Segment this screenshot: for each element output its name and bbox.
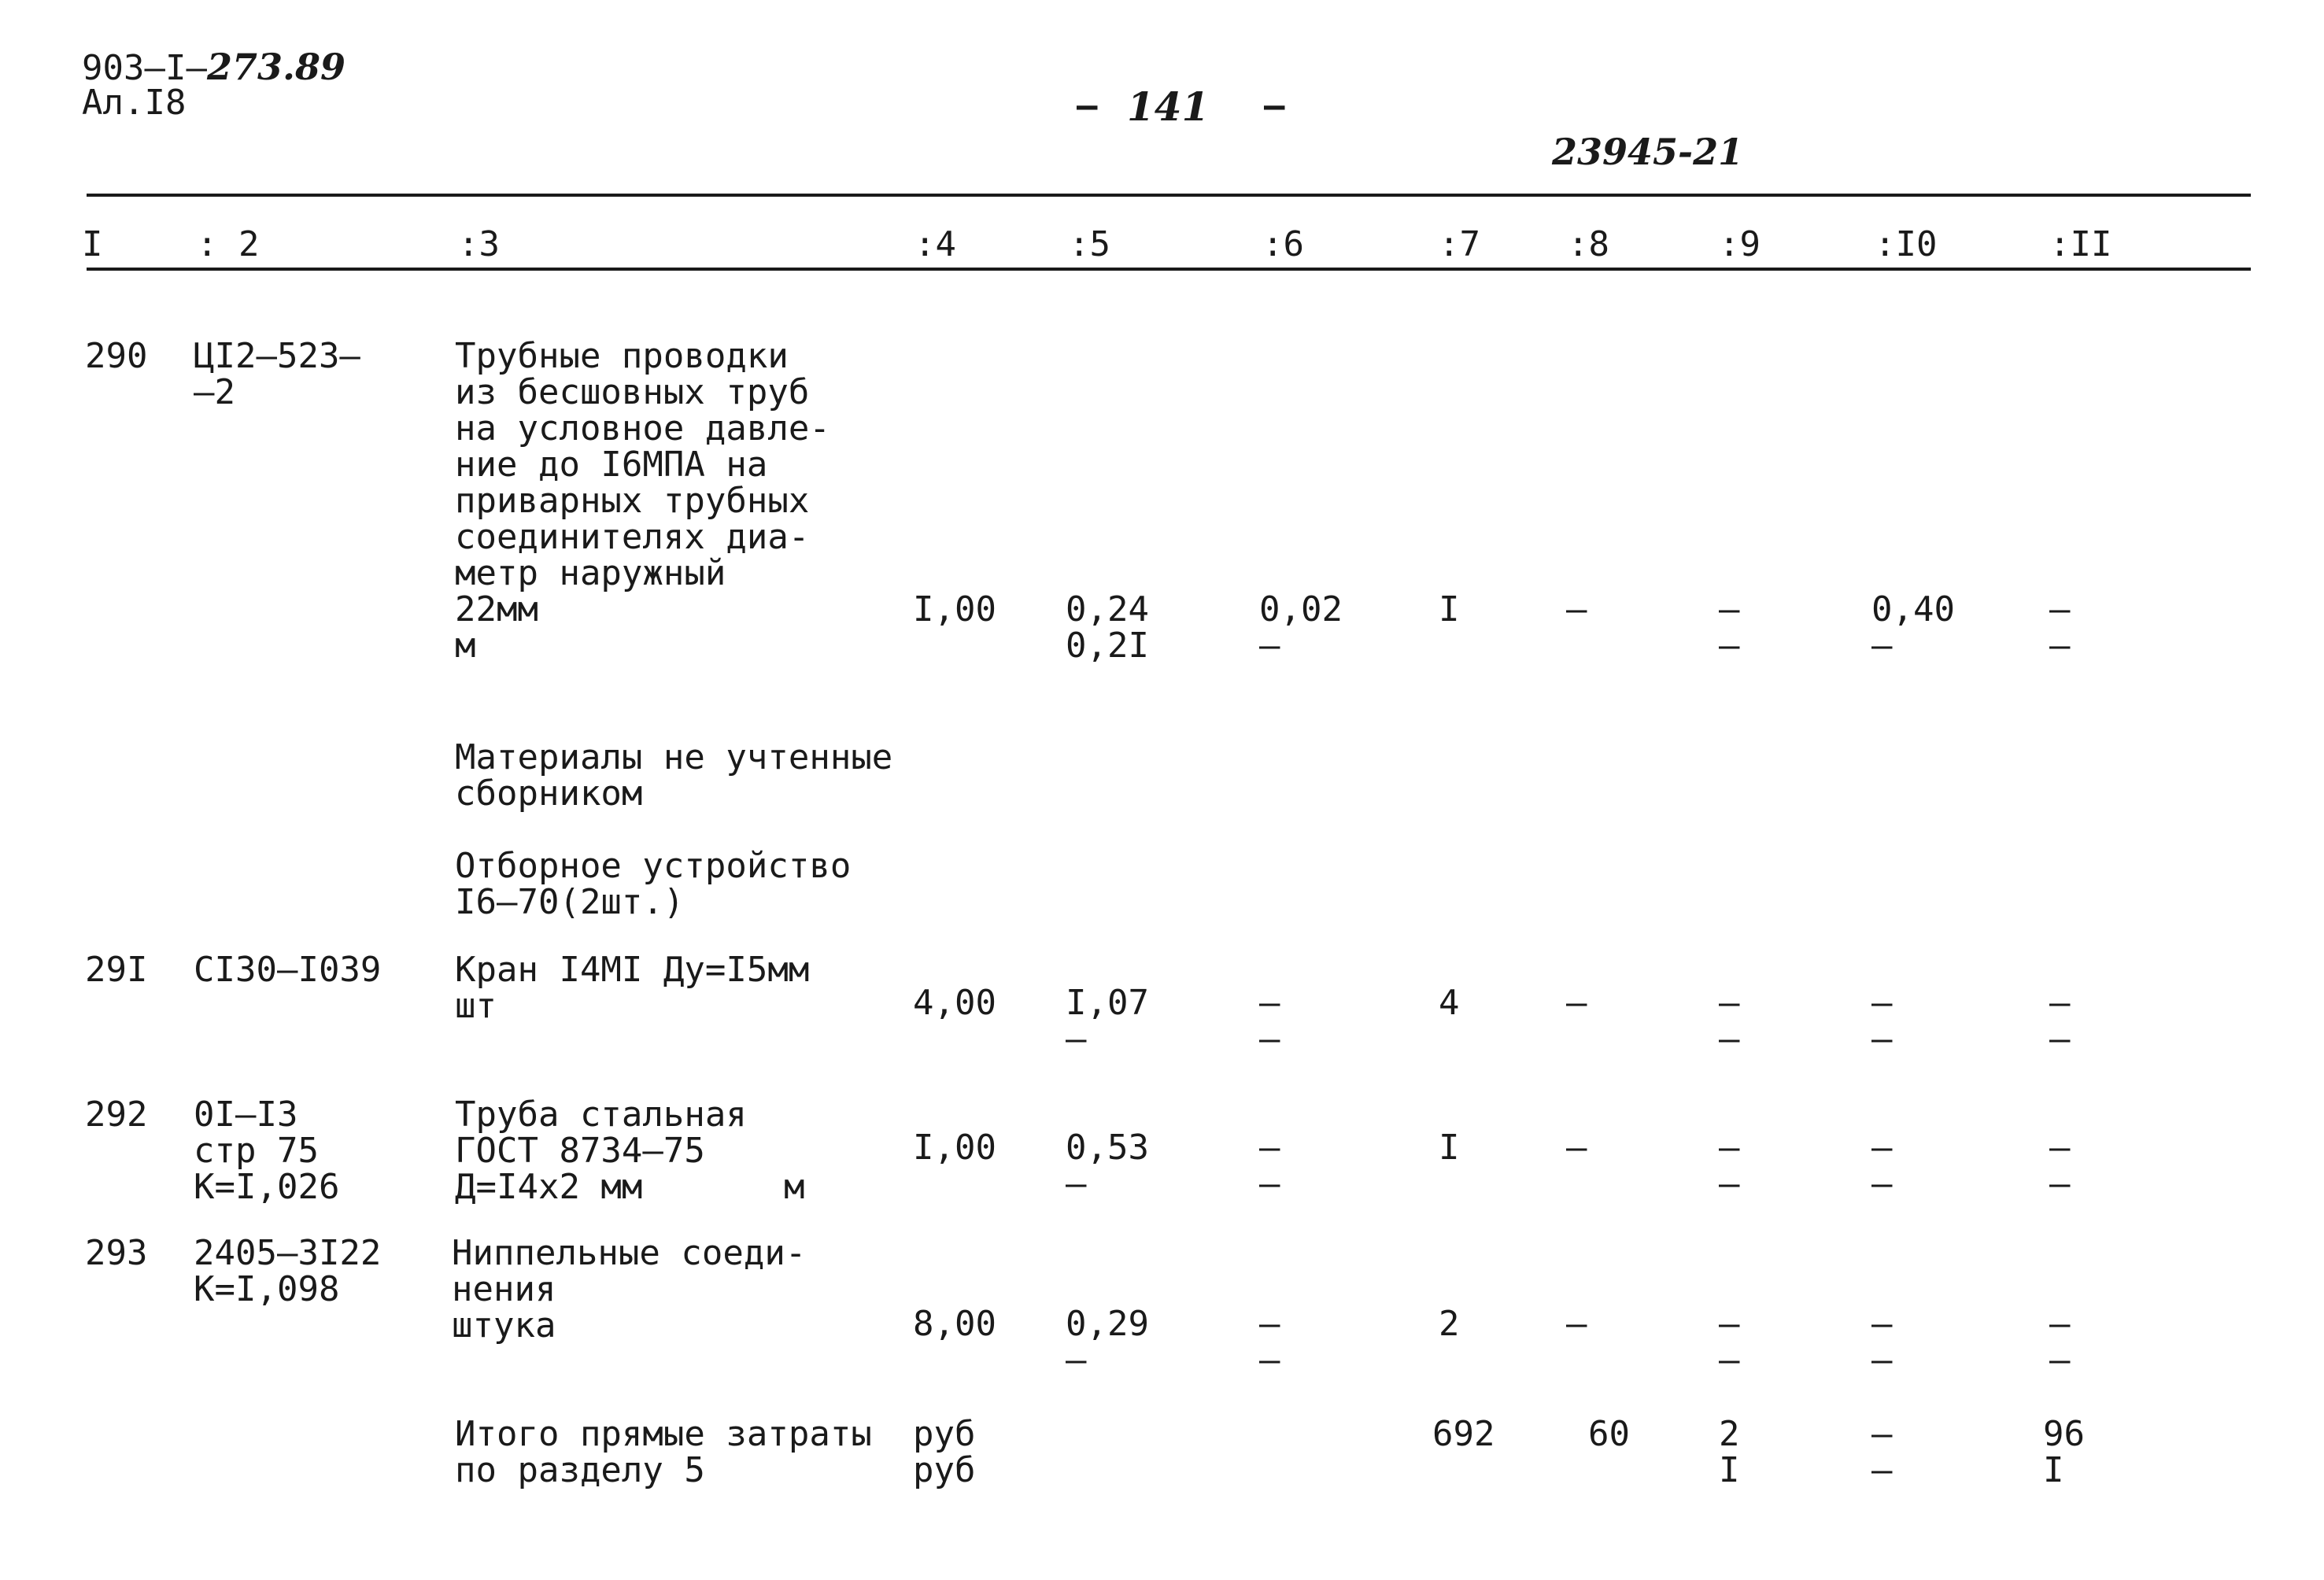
row-292-num: 292 — [85, 1095, 148, 1135]
materials-note: Материалы не учтенные сборником — [455, 737, 893, 814]
total-col8: 60 — [1588, 1414, 1630, 1454]
row-291-col4: 4,00 — [913, 983, 996, 1023]
col-header-2: : 2 — [197, 224, 260, 264]
row-292-code: 0I–I3 стр 75 К=I,026 — [194, 1095, 340, 1207]
row-293-col5: 0,29 – — [1066, 1304, 1149, 1380]
row-293-num: 293 — [85, 1233, 148, 1273]
row-290-col9: – – — [1719, 589, 1740, 666]
total-units: руб руб — [913, 1414, 976, 1490]
col-header-5: :5 — [1069, 224, 1110, 264]
row-293-col4: 8,00 — [913, 1304, 996, 1344]
total-col9: 2 I — [1719, 1414, 1740, 1490]
row-290-col7: I — [1439, 589, 1460, 629]
col-header-4: :4 — [914, 224, 956, 264]
row-291-desc: Кран I4МI Ду=I5мм шт — [455, 950, 810, 1026]
row-290-col5: 0,24 0,2I — [1066, 589, 1149, 666]
row-293-col7: 2 — [1439, 1304, 1460, 1344]
row-293-col6: – – — [1259, 1304, 1280, 1380]
row-292-col11: – – — [2049, 1128, 2071, 1204]
total-label: Итого прямые затраты по разделу 5 — [455, 1414, 872, 1490]
page-number: 141 — [1127, 83, 1210, 130]
row-292-unit: м — [784, 1167, 805, 1207]
col-header-9: :9 — [1719, 224, 1761, 264]
col-header-7: :7 — [1439, 224, 1480, 264]
row-291-code: CI30–I039 — [194, 950, 382, 990]
row-293-code: 2405–3I22 К=I,098 — [194, 1233, 382, 1309]
page-dash-right: – — [1264, 86, 1285, 126]
row-292-col10: – – — [1871, 1128, 1893, 1204]
row-293-desc: Ниппельные соеди- нения штука — [452, 1233, 807, 1346]
row-291-col8: – — [1566, 983, 1587, 1023]
total-col10: – – — [1871, 1414, 1893, 1490]
row-292-col8: – — [1566, 1128, 1587, 1168]
col-header-3: :3 — [458, 224, 500, 264]
row-291-col11: – – — [2049, 983, 2071, 1059]
row-292-col7: I — [1439, 1128, 1460, 1168]
row-290-col8: – — [1566, 589, 1587, 629]
document-code-handwritten: 273.89 — [206, 46, 346, 88]
total-col7: 692 — [1432, 1414, 1495, 1454]
row-291-col6: – – — [1259, 983, 1280, 1059]
row-292-col6: – – — [1259, 1128, 1280, 1204]
row-290-col10: 0,40 – — [1871, 589, 1955, 666]
row-290-col11: – – — [2049, 589, 2071, 666]
page-dash-left: – — [1077, 86, 1098, 126]
row-291-col5: I,07 – — [1066, 983, 1149, 1059]
table-top-rule — [87, 194, 2251, 197]
row-290-col6: 0,02 – — [1259, 589, 1343, 666]
row-292-col4: I,00 — [913, 1128, 996, 1168]
col-header-6: :6 — [1262, 224, 1304, 264]
sampling-device-note: Отборное устройство I6–70(2шт.) — [455, 846, 852, 922]
row-292-col5: 0,53 – — [1066, 1128, 1149, 1204]
col-header-10: :I0 — [1875, 224, 1938, 264]
col-header-11: :II — [2049, 224, 2112, 264]
document-code — [82, 46, 346, 88]
row-290-code: ЦI2–523– –2 — [194, 336, 360, 412]
sheet-label: Ал.I8 — [82, 83, 187, 123]
row-291-col9: – – — [1719, 983, 1740, 1059]
col-header-8: :8 — [1568, 224, 1609, 264]
row-293-col10: – – — [1871, 1304, 1893, 1380]
table-header-rule — [87, 268, 2251, 271]
row-292-col9: – – — [1719, 1128, 1740, 1204]
row-291-num: 29I — [85, 950, 148, 990]
row-293-col9: – – — [1719, 1304, 1740, 1380]
row-290-col4: I,00 — [913, 589, 996, 629]
row-290-num: 290 — [85, 336, 148, 376]
row-293-col11: – – — [2049, 1304, 2071, 1380]
row-292-desc: Труба стальная ГОСТ 8734–75 Д=I4x2 мм — [455, 1095, 747, 1207]
row-290-desc: Трубные проводки из бесшовных труб на условное давле- ние до I6МПА на приварных трубных соединителях диа- метр наружный 22мм м — [455, 336, 830, 666]
doc-number: 23945-21 — [1552, 131, 1744, 173]
row-291-col7: 4 — [1439, 983, 1460, 1023]
document-code-prefix: 903–I– — [82, 48, 207, 88]
total-col11: 96 I — [2043, 1414, 2085, 1490]
row-293-col8: – — [1566, 1304, 1587, 1344]
col-header-1: I — [82, 224, 103, 264]
row-291-col10: – – — [1871, 983, 1893, 1059]
